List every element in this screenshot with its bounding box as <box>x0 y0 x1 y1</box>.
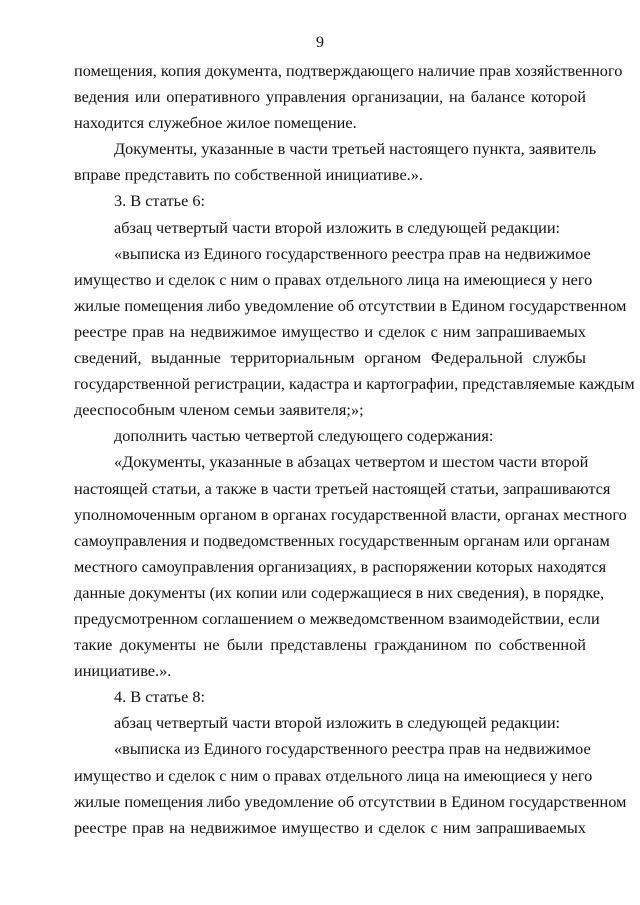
text-line: такие документы не были представлены гражданином по собственной <box>74 635 586 655</box>
text-line: 4. В статье 8: <box>114 687 206 707</box>
text-line: вправе представить по собственной инициативе.». <box>74 165 423 185</box>
text-line: сведений, выданные территориальным органом Федеральной службы <box>74 348 586 368</box>
text-line: инициативе.». <box>74 661 172 681</box>
text-line: имущество и сделок с ним о правах отдельного лица на имеющиеся у него <box>74 269 593 289</box>
text-line: дополнить частью четвертой следующего содержания: <box>114 426 494 446</box>
text-line: государственной регистрации, кадастра и картографии, представляемые каждым <box>74 374 635 394</box>
text-line: дееспособным членом семьи заявителя;»; <box>74 400 364 420</box>
text-line: данные документы (их копии или содержащиеся в них сведения), в порядке, <box>74 582 605 602</box>
text-line: «выписка из Единого государственного реестра прав на недвижимое <box>114 739 591 759</box>
page-number: 9 <box>316 34 324 51</box>
text-line: 3. В статье 6: <box>114 191 206 211</box>
text-line: ведения или оперативного управления организации, на балансе которой <box>74 87 586 107</box>
text-line: помещения, копия документа, подтверждающего наличие прав хозяйственного <box>74 61 623 80</box>
text-line: абзац четвертый части второй изложить в следующей редакции: <box>114 713 561 733</box>
text-line: жилые помещения либо уведомление об отсутствии в Едином государственном <box>74 295 627 315</box>
text-line: абзац четвертый части второй изложить в следующей редакции: <box>114 217 561 237</box>
text-line: самоуправления и подведомственных государственным органам или органам <box>74 530 610 550</box>
text-line: Документы, указанные в части третьей настоящего пункта, заявитель <box>114 139 597 159</box>
document-body <box>74 58 635 841</box>
text-line: находится служебное жилое помещение. <box>74 113 357 133</box>
text-line: предусмотренном соглашением о межведомственном взаимодействии, если <box>74 608 600 628</box>
text-line: имущество и сделок с ним о правах отдельного лица на имеющиеся у него <box>74 765 593 785</box>
text-line: настоящей статьи, а также в части третьей настоящей статьи, запрашиваются <box>74 478 611 498</box>
text-line: жилые помещения либо уведомление об отсутствии в Едином государственном <box>74 791 627 811</box>
text-line: реестре прав на недвижимое имущество и сделок с ним запрашиваемых <box>74 817 586 837</box>
text-line: «выписка из Единого государственного реестра прав на недвижимое <box>114 243 591 263</box>
text-line: «Документы, указанные в абзацах четвертом и шестом части второй <box>114 452 589 472</box>
text-line: уполномоченным органом в органах государственной власти, органах местного <box>74 504 627 524</box>
text-line: местного самоуправления организациях, в распоряжении которых находятся <box>74 556 607 576</box>
text-line: реестре прав на недвижимое имущество и сделок с ним запрашиваемых <box>74 321 586 341</box>
